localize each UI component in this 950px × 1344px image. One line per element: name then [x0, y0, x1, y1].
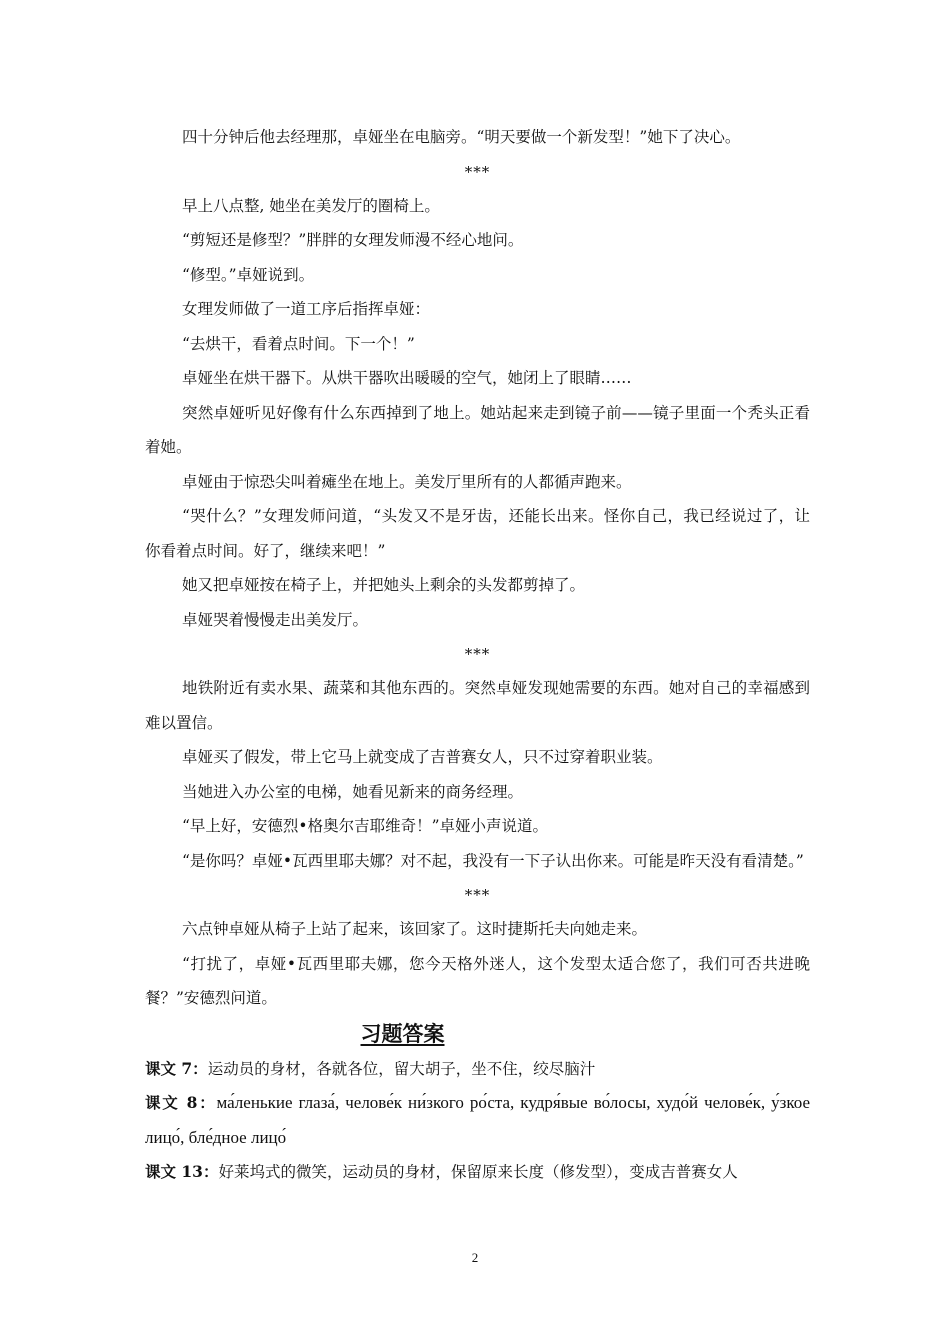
- page-number: 2: [471, 1250, 479, 1265]
- answer-item: [145, 1086, 810, 1155]
- story-paragraph: 早上八点整, 她坐在美发厅的圈椅上。: [182, 196, 440, 215]
- answer-text: ма́ленькие глаза́, челове́к ни́зкого ро́ста, кудря́вые во́лосы, худо́й челове́к, у́зкое лицо́, бле́дное лицо́: [145, 1093, 810, 1147]
- story-paragraph: “早上好，安德烈•格奥尔吉耶维奇！”卓娅小声说道。: [182, 817, 548, 835]
- story-paragraph: “打扰了，卓娅•瓦西里耶夫娜，您今天格外迷人，这个发型太适合您了，我们可否共进晚餐？”安德烈问道。: [145, 954, 810, 1007]
- story-paragraph: “剪短还是修型？”胖胖的女理发师漫不经心地问。: [182, 231, 524, 249]
- section-separator: ***: [464, 162, 491, 181]
- story-text: [145, 120, 810, 1016]
- story-paragraph: 卓娅由于惊恐尖叫着瘫坐在地上。美发厅里所有的人都循声跑来。: [182, 472, 632, 491]
- story-paragraph: “是你吗？卓娅•瓦西里耶夫娜？对不起，我没有一下子认出你来。可能是昨天没有看清楚。”: [182, 851, 804, 870]
- answers-heading: 习题答案: [360, 1021, 445, 1046]
- story-paragraph: “哭什么？”女理发师问道，“头发又不是牙齿，还能长出来。怪你自己，我已经说过了，让你看着点时间。好了，继续来吧！”: [145, 507, 810, 560]
- story-paragraph: 女理发师做了一道工序后指挥卓娅：: [182, 300, 431, 318]
- answer-label: 课文 8：: [145, 1093, 217, 1112]
- answer-label: 课文 13：: [145, 1162, 219, 1181]
- document-body: [145, 120, 810, 1190]
- answer-text: 好莱坞式的微笑，运动员的身材，保留原来长度（修发型），变成吉普赛女人: [218, 1163, 738, 1181]
- section-separator: ***: [464, 886, 491, 904]
- answers-list: [145, 1052, 810, 1190]
- answer-item: [145, 1155, 810, 1190]
- story-paragraph: “修型。”卓娅说到。: [182, 265, 315, 284]
- story-paragraph: 四十分钟后他去经理那，卓娅坐在电脑旁。“明天要做一个新发型！”她下了决心。: [182, 128, 741, 146]
- story-paragraph: 地铁附近有卖水果、蔬菜和其他东西的。突然卓娅发现她需要的东西。她对自己的幸福感到难以置信。: [145, 679, 810, 732]
- story-paragraph: 卓娅坐在烘干器下。从烘干器吹出暖暖的空气，她闭上了眼睛……: [182, 369, 632, 387]
- answer-label: 课文 7：: [145, 1058, 208, 1078]
- answer-item: [145, 1052, 810, 1087]
- story-paragraph: 当她进入办公室的电梯，她看见新来的商务经理。: [182, 782, 524, 801]
- story-paragraph: “去烘干，看着点时间。下一个！”: [182, 334, 415, 353]
- section-separator: ***: [464, 645, 491, 663]
- story-paragraph: 六点钟卓娅从椅子上站了起来，该回家了。这时捷斯托夫向她走来。: [182, 920, 648, 938]
- story-paragraph: 突然卓娅听见好像有什么东西掉到了地上。她站起来走到镜子前——镜子里面一个秃头正看着她。: [145, 403, 810, 456]
- story-paragraph: 卓娅买了假发，带上它马上就变成了吉普赛女人，只不过穿着职业装。: [182, 748, 663, 766]
- story-paragraph: 她又把卓娅按在椅子上，并把她头上剩余的头发都剪掉了。: [182, 576, 586, 594]
- answer-text: 运动员的身材，各就各位，留大胡子，坐不住，绞尽脑汁: [207, 1059, 596, 1078]
- story-paragraph: 卓娅哭着慢慢走出美发厅。: [182, 610, 369, 629]
